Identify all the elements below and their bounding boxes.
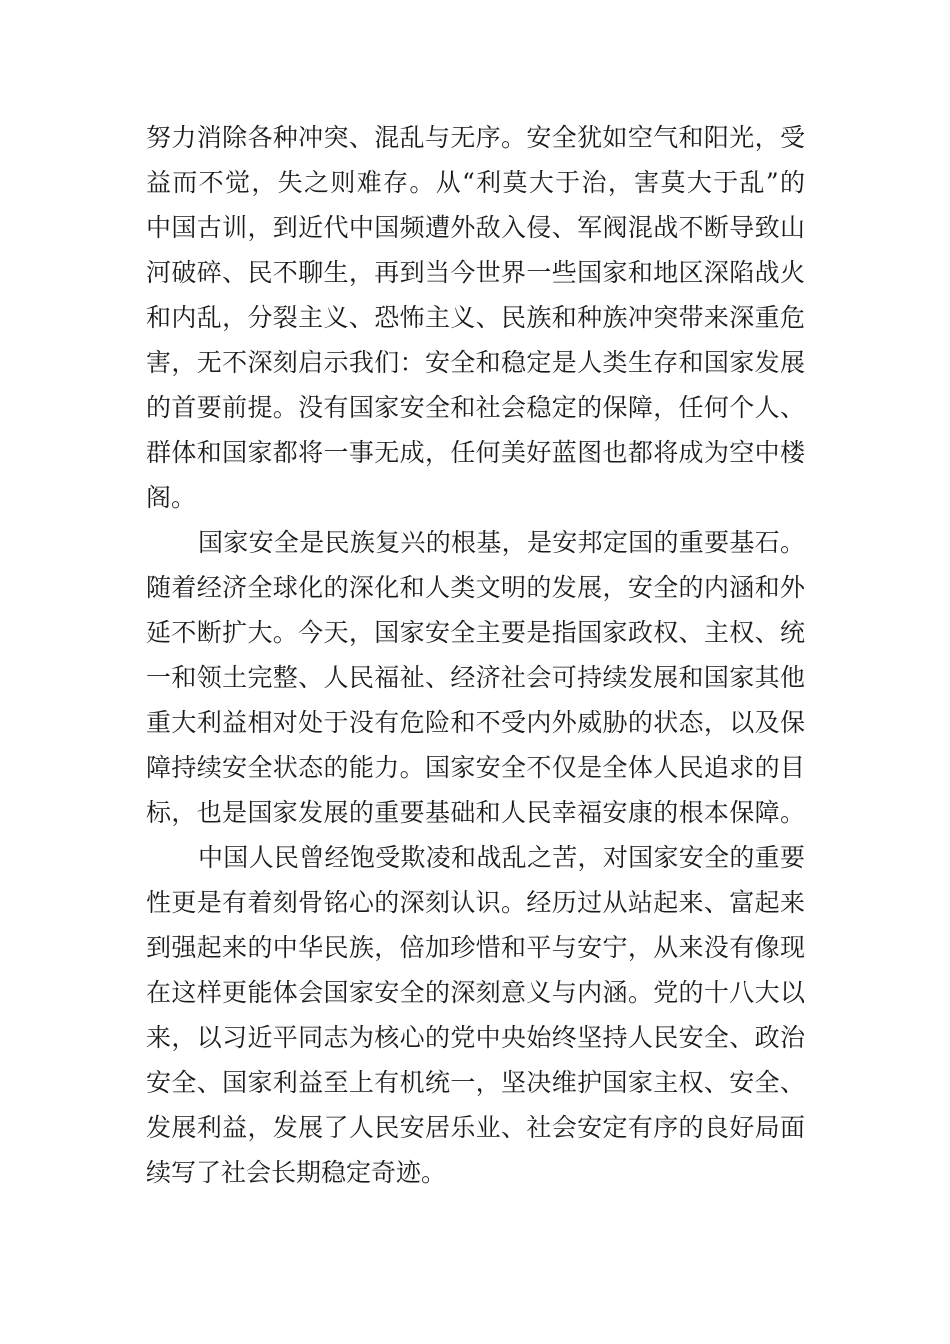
text-line: 延不断扩大。今天，国家安全主要是指国家政权、主权、统	[146, 618, 805, 647]
text-line: 随着经济全球化的深化和人类文明的发展，安全的内涵和外	[146, 573, 805, 602]
text-line: 性更是有着刻骨铭心的深刻认识。经历过从站起来、富起来	[146, 888, 805, 917]
text-line: 一和领土完整、人民福祉、经济社会可持续发展和国家其他	[146, 663, 805, 692]
text-line: 努力消除各种冲突、混乱与无序。安全犹如空气和阳光，受	[146, 123, 805, 152]
text-line: 害，无不深刻启示我们：安全和稳定是人类生存和国家发展	[146, 348, 805, 377]
text-line: 阁。	[146, 483, 197, 512]
text-line: 标，也是国家发展的重要基础和人民幸福安康的根本保障。	[146, 798, 805, 827]
text-line: 在这样更能体会国家安全的深刻意义与内涵。党的十八大以	[146, 978, 805, 1007]
text-line: 续写了社会长期稳定奇迹。	[146, 1158, 447, 1187]
text-line: 来，以习近平同志为核心的党中央始终坚持人民安全、政治	[146, 1023, 805, 1052]
paragraph-first-line: 中国人民曾经饱受欺凌和战乱之苦，对国家安全的重要	[198, 843, 805, 872]
text-line: 重大利益相对处于没有危险和不受内外威胁的状态，以及保	[146, 708, 805, 737]
text-line: 中国古训，到近代中国频遭外敌入侵、军阀混战不断导致山	[146, 213, 805, 242]
text-line: 的首要前提。没有国家安全和社会稳定的保障，任何个人、	[146, 393, 805, 422]
text-line: 益而不觉，失之则难存。从“利莫大于治，害莫大于乱”的	[146, 168, 805, 197]
text-line: 到强起来的中华民族，倍加珍惜和平与安宁，从来没有像现	[146, 933, 805, 962]
text-line: 群体和国家都将一事无成，任何美好蓝图也都将成为空中楼	[146, 438, 805, 467]
text-line: 河破碎、民不聊生，再到当今世界一些国家和地区深陷战火	[146, 258, 805, 287]
text-line: 和内乱，分裂主义、恐怖主义、民族和种族冲突带来深重危	[146, 303, 805, 332]
text-line: 安全、国家利益至上有机统一，坚决维护国家主权、安全、	[146, 1068, 805, 1097]
text-line: 发展利益，发展了人民安居乐业、社会安定有序的良好局面	[146, 1113, 805, 1142]
text-line: 障持续安全状态的能力。国家安全不仅是全体人民追求的目	[146, 753, 805, 782]
paragraph-first-line: 国家安全是民族复兴的根基，是安邦定国的重要基石。	[198, 528, 805, 557]
